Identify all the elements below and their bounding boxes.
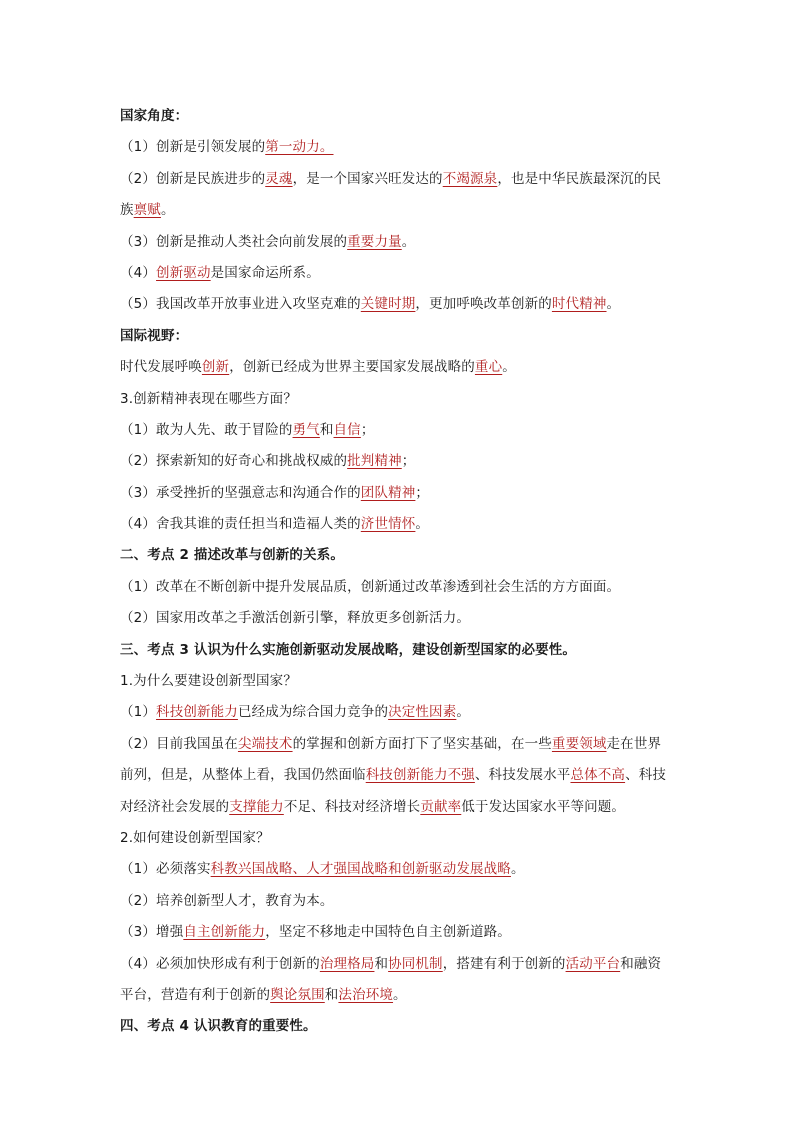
text-segment: （3）承受挫折的坚强意志和沟通合作的 [120,484,361,501]
key-term: 尖端技术 [237,735,293,752]
key-term: 治理格局 [319,955,375,972]
text-segment: 。 [393,986,407,1003]
text-segment: 族 [120,202,134,219]
key-term: 禀赋 [133,202,161,219]
text-line [120,258,680,289]
key-term: 法治环境 [338,986,394,1003]
text-segment: 国家角度： [120,108,189,124]
text-line [120,384,680,415]
text-line [120,227,680,258]
text-segment: （2）创新是民族进步的 [120,170,266,187]
key-term: 科教兴国战略、人才强国战略和创新驱动发展战略 [210,861,511,878]
text-segment: （1） [120,704,157,721]
text-segment: 、科技发展水平 [474,767,571,784]
key-term: 支撑能力 [229,798,284,815]
key-term: 不竭源泉 [442,170,498,187]
text-segment: （2）探索新知的好奇心和挑战权威的 [120,453,348,470]
text-segment: （3）增强 [120,924,184,941]
text-segment: 低于发达国家水平等问题。 [461,798,626,815]
text-segment: 。 [415,516,430,533]
text-segment: 。 [401,233,416,250]
text-segment: 二、考点 2 描述改革与创新的关系。 [120,547,344,564]
text-segment: （2）国家用改革之手激活创新引擎，释放更多创新活力。 [120,610,470,627]
text-line [120,697,680,728]
text-segment: （2）目前我国虽在 [120,735,238,752]
text-segment: ，也是中华民族最深沉的民 [497,170,662,187]
key-term: 自主创新能力 [183,924,266,941]
key-term: 济世情怀 [360,516,416,533]
section-heading [120,101,680,132]
text-segment: 不足、科技对经济增长 [283,798,421,815]
key-term: 创新驱动 [156,264,211,281]
text-line [120,980,680,1011]
text-segment: 和 [319,421,334,438]
section-heading [120,540,680,571]
text-segment: 和 [374,955,389,972]
key-term: 勇气 [292,421,320,438]
text-segment: 国际视野： [120,327,189,344]
text-segment: （2）培养创新型人才，教育为本。 [120,892,334,909]
key-term: 重要领域 [551,735,607,752]
text-line [120,886,680,917]
text-segment: 、科技 [625,767,667,784]
key-term: 团队精神 [360,484,416,501]
text-line [120,729,680,760]
text-line [120,289,680,320]
key-term: 重心 [474,359,503,376]
text-segment: ； [401,453,416,470]
text-segment: 前列，但是，从整体上看，我国仍然面临 [120,767,366,784]
text-segment: 时代发展呼唤 [120,359,202,376]
text-segment: 。 [456,704,471,721]
text-segment: 2.如何建设创新型国家？ [120,829,270,846]
text-segment: 平台，营造有利于创新的 [120,986,271,1003]
document-body [120,101,680,1043]
text-segment: （5）我国改革开放事业进入攻坚克难的 [120,296,361,313]
text-line [120,446,680,477]
text-segment: 。 [510,861,525,878]
text-segment: ； [415,484,430,501]
text-line [120,792,680,823]
key-term: 自信 [333,421,361,438]
text-segment: 。 [160,202,175,219]
text-line [120,823,680,854]
key-term: 协同机制 [388,955,443,972]
key-term: 灵魂 [265,170,293,187]
text-segment: （4）舍我其谁的责任担当和造福人类的 [120,516,361,533]
text-line [120,666,680,697]
text-segment: 3.创新精神表现在哪些方面？ [120,390,297,407]
section-heading [120,635,680,666]
text-line [120,352,680,383]
key-term: 批判精神 [347,453,402,470]
key-term: 科技创新能力不强 [365,767,475,784]
text-segment: ，更加呼唤改革创新的 [415,296,552,313]
text-segment: 已经成为综合国力竞争的 [237,704,389,721]
text-segment: 三、考点 3 认识为什么实施创新驱动发展战略，建设创新型国家的必要性。 [120,641,577,658]
text-segment: 。 [502,359,516,376]
text-segment: ，搭建有利于创新的 [442,955,566,972]
text-segment: （1）改革在不断创新中提升发展品质，创新通过改革渗透到社会生活的方方面面。 [120,578,621,595]
key-term: 时代精神 [551,296,607,313]
text-segment: 是国家命运所系。 [210,264,320,281]
key-term: 科技创新能力 [156,704,238,721]
text-segment: ，创新已经成为世界主要国家发展战略的 [229,359,475,376]
text-line [120,572,680,603]
key-term: 关键时期 [360,296,416,313]
key-term: 第一动力。 [265,139,334,156]
section-heading [120,1011,680,1042]
key-term: 活动平台 [565,955,621,972]
text-segment: 和 [324,986,339,1003]
text-segment: （1）敢为人先、敢于冒险的 [120,421,293,438]
text-line [120,949,680,980]
text-line [120,760,680,791]
key-term: 重要力量 [347,233,402,250]
text-line [120,509,680,540]
text-segment: 走在世界 [606,735,662,752]
text-segment: 对经济社会发展的 [120,798,230,815]
text-segment: （1）必须落实 [120,861,211,878]
text-segment: ，是一个国家兴旺发达的 [292,170,443,187]
text-segment: ； [360,421,375,438]
text-segment: （4）必须加快形成有利于创新的 [120,955,320,972]
text-line [120,415,680,446]
text-line [120,478,680,509]
text-line [120,603,680,634]
text-segment: （1）创新是引领发展的 [120,139,266,156]
text-segment: 1.为什么要建设创新型国家？ [120,673,297,690]
key-term: 舆论氛围 [270,986,325,1003]
text-segment: 的掌握和创新方面打下了坚实基础，在一些 [292,735,552,752]
text-segment: ，坚定不移地走中国特色自主创新道路。 [265,924,511,941]
text-line [120,132,680,163]
text-segment: 。 [606,296,621,313]
text-segment: （3）创新是推动人类社会向前发展的 [120,233,348,250]
text-line [120,917,680,948]
text-line [120,164,680,195]
text-segment: （4） [120,264,157,281]
text-line [120,195,680,226]
text-line [120,854,680,885]
key-term: 创新 [201,359,230,376]
section-heading [120,321,680,352]
key-term: 决定性因素 [388,704,457,721]
key-term: 总体不高 [570,767,626,784]
key-term: 贡献率 [420,798,462,815]
text-segment: 四、考点 4 认识教育的重要性。 [120,1018,317,1035]
text-segment: 和融资 [620,955,662,972]
